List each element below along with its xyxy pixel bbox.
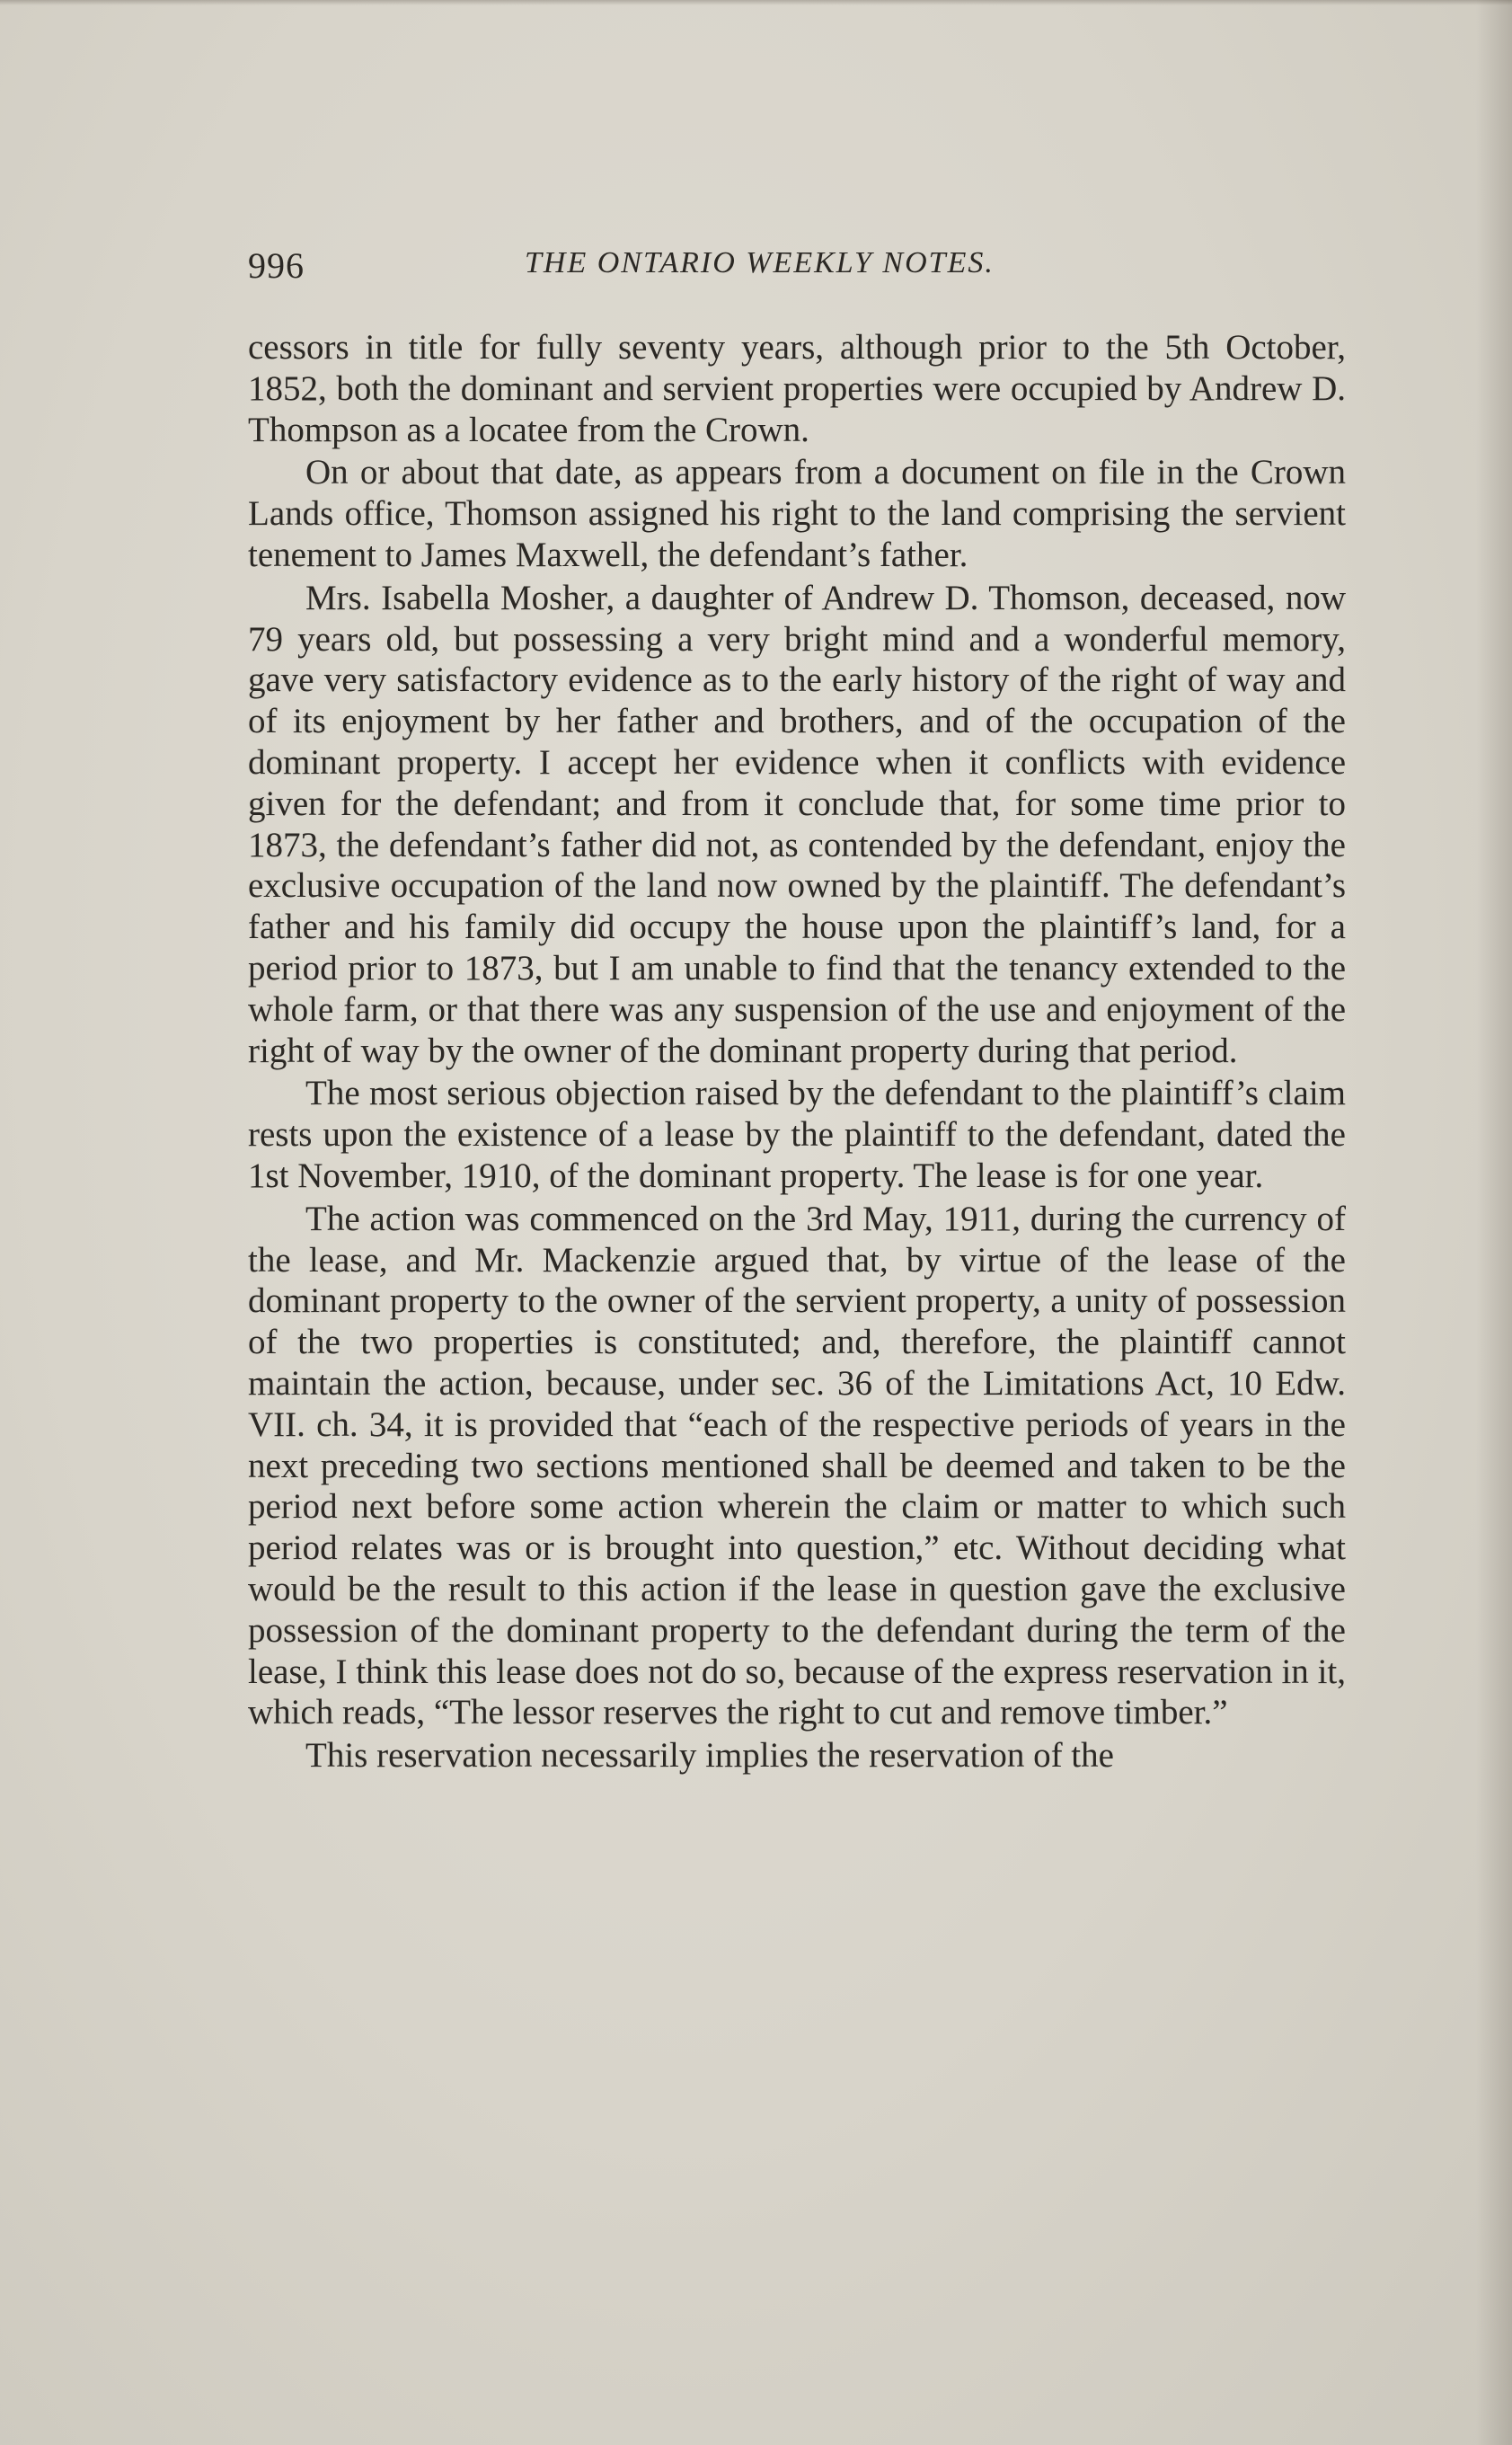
body-text xyxy=(248,327,1346,1776)
page-header xyxy=(248,244,1346,291)
paragraph-5: The action was commenced on the 3rd May, 1911, during the currency of the lease, and Mr. Mackenzie argued that, by virtue of the lease of the dominant property to the owner of the servient property, a unity of possession of the two properties is constituted; and, therefore, the plaintiff cannot maintain the action, because, under sec. 36 of the Limitations Act, 10 Edw. VII. ch. 34, it is provided that “each of the respective periods of years in the next preceding two sections mentioned shall be deemed and taken to be the period next before some action wherein the claim or matter to which such period relates was or is brought into question,” etc. Without deciding what would be the result to this action if the lease in question gave the exclusive possession of the dominant property to the defendant during the term of the lease, I think this lease does not do so, because of the express reservation in it, which reads, “The lessor reserves the right to cut and remove timber.” xyxy=(248,1199,1346,1732)
paragraph-3: Mrs. Isabella Mosher, a daughter of Andrew D. Thomson, deceased, now 79 years old, but possessing a very bright mind and a wonderful memory, gave very satisfactory evidence as to the early history of the right of way and of its enjoyment by her father and brothers, and of the occupation of the dominant property. I accept her evidence when it conflicts with evidence given for the defendant; and from it conclude that, for some time prior to 1873, the defendant’s father did not, as contended by the defendant, enjoy the exclusive occupation of the land now owned by the plaintiff. The defendant’s father and his family did occupy the house upon the plaintiff’s land, for a period prior to 1873, but I am unable to find that the tenancy extended to the whole farm, or that there was any suspension of the use and enjoyment of the right of way by the owner of the dominant property during that period. xyxy=(248,578,1346,1070)
page-top-edge-shadow xyxy=(0,0,1512,5)
paragraph-4: The most serious objection raised by the defendant to the plaintiff’s claim rests upon the existence of a lease by the plaintiff to the defendant, dated the 1st November, 1910, of the dominant property. The lease is for one year. xyxy=(248,1074,1346,1195)
page-number: 996 xyxy=(248,245,305,286)
paragraph-6: This reservation necessarily implies the reservation of the xyxy=(305,1736,1114,1776)
page-right-edge-shadow xyxy=(1476,0,1512,2445)
paragraph-2: On or about that date, as appears from a document on file in the Crown Lands office, Thomson assigned his right to the land comprising the servient tenement to James Maxwell, the defendant’s father. xyxy=(248,453,1346,574)
running-title: THE ONTARIO WEEKLY NOTES. xyxy=(525,246,995,279)
paragraph-1: cessors in title for fully seventy years, although prior to the 5th October, 1852, both the dominant and servient properties were occupied by Andrew D. Thompson as a locatee from the Crown. xyxy=(248,328,1346,449)
